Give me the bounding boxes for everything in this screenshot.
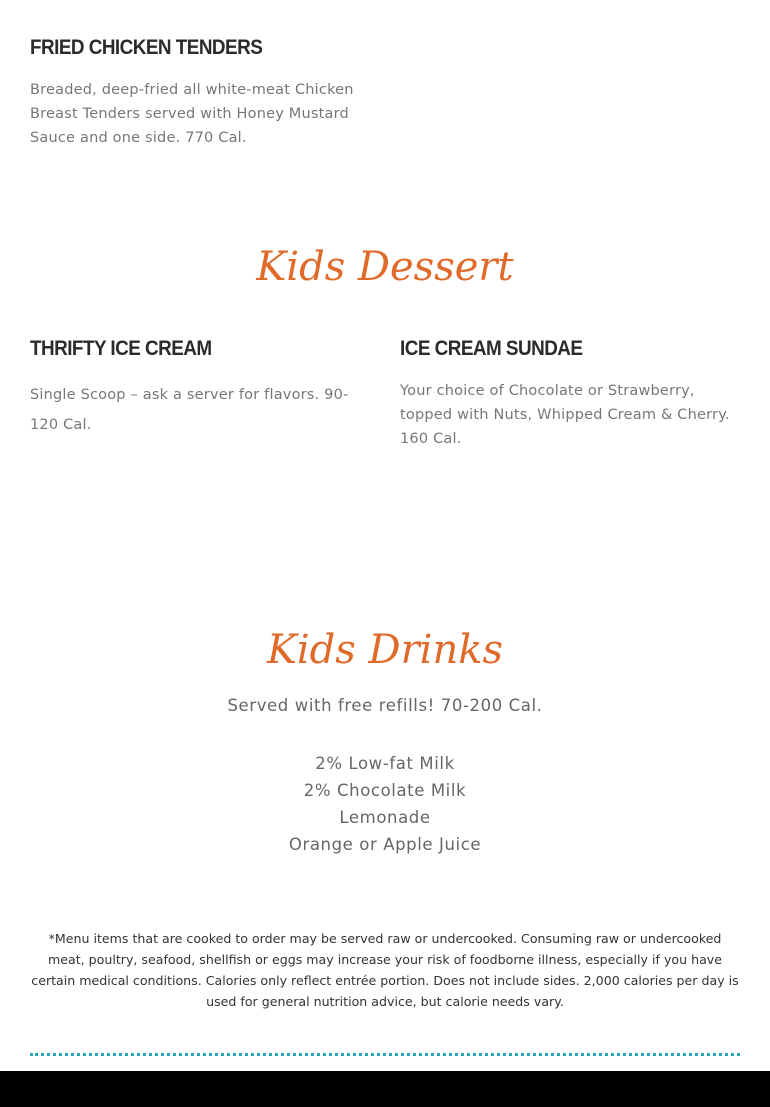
dotted-divider — [30, 1053, 740, 1056]
item-description-thrifty-ice-cream: Single Scoop – ask a server for flavors. 90-120 Cal. — [30, 387, 349, 433]
item-title-ice-cream-sundae: ICE CREAM SUNDAE — [400, 337, 583, 360]
item-title-fried-chicken-tenders: FRIED CHICKEN TENDERS — [30, 36, 263, 59]
section-heading-kids-drinks: Kids Drinks — [266, 627, 504, 673]
item-description-ice-cream-sundae: Your choice of Chocolate or Strawberry, topped with Nuts, Whipped Cream & Cherry. 160 Cal. — [400, 383, 730, 447]
drink-item: Orange or Apple Juice — [288, 835, 482, 854]
drinks-list — [0, 750, 770, 858]
drink-item: 2% Chocolate Milk — [303, 781, 467, 800]
drink-item: Lemonade — [339, 808, 431, 827]
drink-item: 2% Low-fat Milk — [315, 754, 455, 773]
item-title-thrifty-ice-cream: THRIFTY ICE CREAM — [30, 337, 212, 360]
item-description-fried-chicken-tenders: Breaded, deep-fried all white-meat Chicken Breast Tenders served with Honey Mustard Sauce and one side. 770 Cal. — [30, 82, 354, 146]
disclaimer-text: *Menu items that are cooked to order may be served raw or undercooked. Consuming raw or undercooked meat, poultry, seafood, shellfish or eggs may increase your risk of foodborne illness, especially if you have certain medical conditions. Calories only reflect entrée portion. Does not include sides. 2,000 calories per day is used for general nutrition advice, but calorie needs vary. — [31, 931, 739, 1009]
section-heading-kids-dessert: Kids Dessert — [256, 244, 514, 290]
footer-bar — [0, 1071, 770, 1107]
drinks-subtitle: Served with free refills! 70-200 Cal. — [227, 696, 543, 715]
